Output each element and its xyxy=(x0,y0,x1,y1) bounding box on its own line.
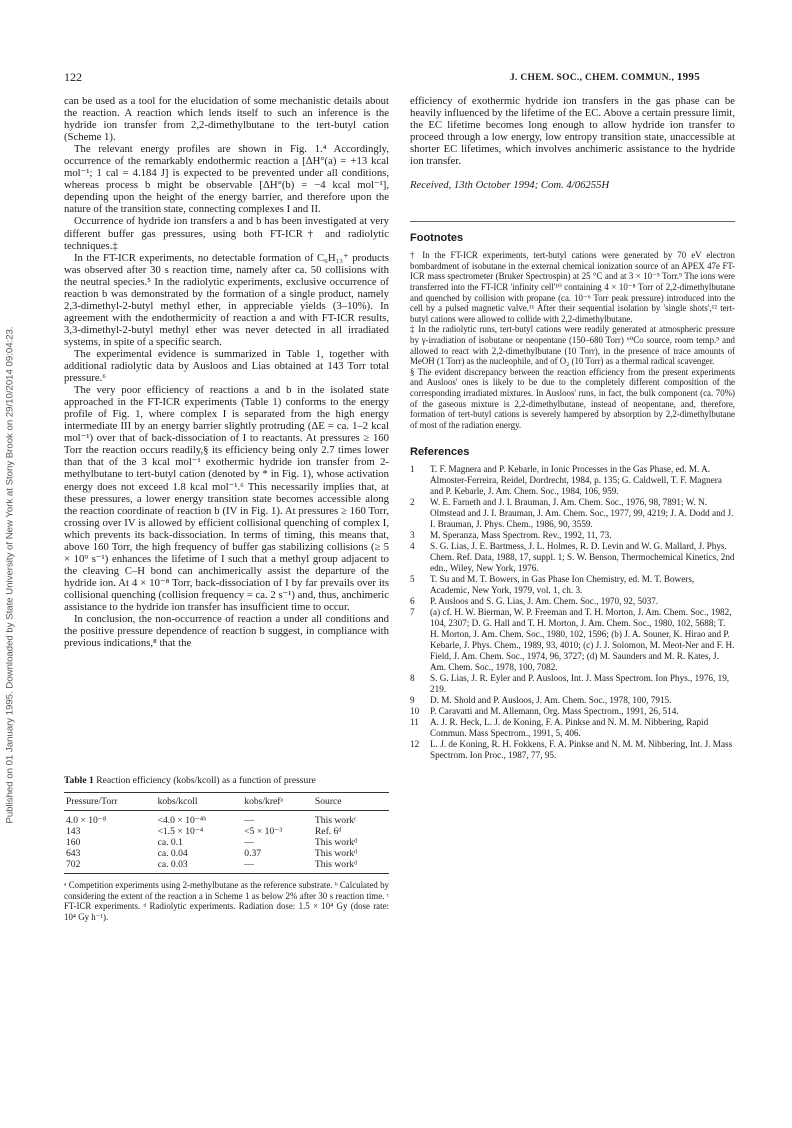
reference-text: P. Caravatti and M. Allemann, Org. Mass Spectrom., 1991, 26, 514. xyxy=(430,706,679,717)
table-cell: 160 xyxy=(66,837,81,848)
table-cell: 143 xyxy=(66,826,81,837)
reference-number: 4 xyxy=(410,541,415,552)
reference-item xyxy=(410,695,735,706)
table-header-cell: Pressure/Torr xyxy=(66,796,118,807)
journal-year: 1995 xyxy=(676,71,701,83)
right-column xyxy=(410,95,735,761)
reference-number: 12 xyxy=(410,739,420,750)
reference-text: A. J. R. Heck, L. J. de Koning, F. A. Pinkse and N. M. M. Nibbering, Rapid Commun. Mass Spectrom., 1991, 5, 406. xyxy=(430,717,709,739)
table-row xyxy=(64,837,389,848)
reference-item xyxy=(410,497,735,530)
table-cell: 643 xyxy=(66,848,81,859)
body-paragraph: can be used as a tool for the elucidation of some mechanistic details about the reaction. A reaction which lends itself to such an inference is the hydride ion transfer from 2,2-dimethylbutane to the tert-butyl cation (Scheme 1). xyxy=(64,95,389,144)
journal-header xyxy=(510,71,700,83)
table-cell: — xyxy=(244,837,254,848)
reference-item xyxy=(410,596,735,607)
reference-item xyxy=(410,530,735,541)
footnote: § The evident discrepancy between the reaction efficiency from the present experiments and Ausloos' ones is likely to be due to the completely different composition of the corresponding irradiated mixtures. In Ausloos' runs, in fact, the bulk component (ca. 70%) of the gaseous mixture is 2,2-dimethylbutane, instead of neopentane, and, therefore, formation of tert-butyl cations is severely hampered by absorption by 2,2-dimethylbutane of most of the radiation energy. xyxy=(410,366,735,430)
received-line: Received, 13th October 1994; Com. 4/06255H xyxy=(410,179,610,192)
body-paragraph: efficiency of exothermic hydride ion transfers in the gas phase can be heavily influenced by the lifetime of the EC. Above a certain pressure limit, the EC lifetime becomes long enough to allow hydride ion transfer to proceed through a low energy, low entropy transition state, unaccessible at shorter EC lifetimes, which involves anchimeric assistance to the hydride ion transfer. xyxy=(410,95,735,168)
reference-number: 3 xyxy=(410,530,415,541)
reference-text: L. J. de Koning, R. H. Fokkens, F. A. Pinkse and N. M. M. Nibbering, Int. J. Mass Spectrom. Ion Proc., 1987, 77, 95. xyxy=(430,739,733,761)
table-cell: — xyxy=(244,815,254,826)
table-header-cell: Source xyxy=(314,796,342,807)
reference-item xyxy=(410,706,735,717)
reference-list xyxy=(410,464,735,761)
table-cell: — xyxy=(244,859,254,870)
table-row xyxy=(64,848,389,859)
table-header-row xyxy=(64,793,389,811)
reference-item xyxy=(410,464,735,497)
table-row xyxy=(64,826,389,837)
reference-text: M. Speranza, Mass Spectrom. Rev., 1992, 11, 73. xyxy=(430,530,612,541)
reference-number: 11 xyxy=(410,717,419,728)
reference-text: D. M. Shold and P. Ausloos, J. Am. Chem. Soc., 1978, 100, 7915. xyxy=(430,695,672,706)
reference-item xyxy=(410,739,735,761)
download-stamp-text: Published on 01 January 1995. Downloaded by State University of New York at Stony Brook on 29/10/2014 09:04:23. xyxy=(4,326,16,824)
reference-text: W. E. Farneth and J. I. Brauman, J. Am. Chem. Soc., 1976, 98, 7891; W. N. Olmstead and J. I. Brauman, J. Am. Chem. Soc., 1977, 99, 4219; J. A. Dodd and J. I. Brauman, J. Phys. Chem., 1986, 90, 3559. xyxy=(430,497,734,530)
table-cell: ca. 0.1 xyxy=(157,837,183,848)
reference-item xyxy=(410,574,735,596)
download-stamp xyxy=(2,160,18,990)
body-paragraph: The experimental evidence is summarized in Table 1, together with additional radiolytic data by Ausloos and Lias obtained at 143 Torr total pressure.⁶ xyxy=(64,347,389,385)
table-row xyxy=(64,859,389,874)
reference-number: 1 xyxy=(410,464,415,475)
table-caption xyxy=(64,775,389,786)
table-cell: 4.0 × 10⁻⁸ xyxy=(66,815,107,826)
reference-text: P. Ausloos and S. G. Lias, J. Am. Chem. Soc., 1970, 92, 5037. xyxy=(430,596,659,607)
reference-number: 9 xyxy=(410,695,415,706)
reference-item xyxy=(410,541,735,574)
table-cell: ca. 0.04 xyxy=(157,848,188,859)
journal-title: J. CHEM. SOC., CHEM. COMMUN., xyxy=(510,73,675,83)
body-paragraph: In conclusion, the non-occurrence of reaction a under all conditions and the positive pressure dependence of reaction b suggest, in compliance with previous indications,⁸ that the xyxy=(64,613,389,650)
reference-item xyxy=(410,717,735,739)
table-header-cell: kobs/krefᵃ xyxy=(244,796,284,807)
body-paragraph: The very poor efficiency of reactions a and b in the isolated state approached in the FT-ICR experiments (Table 1) conforms to the energy profile of Fig. 1, where complex I is separated from the high energy intermediate III by an energy barrier slightly protruding (ΔE = ca. 1–2 kcal mol⁻¹) over that of back-dissociation of I to reactants. At pressures ≥ 160 Torr the reaction occurs readily,§ its efficiency being only 2.7 times lower than that of the 3 kcal mol⁻¹ exothermic hydride ion transfer from 2-methylbutane to tert-butyl cation (denoted by * in Fig. 1), whose activation energy does not exceed 1.8 kcal mol⁻¹.⁶ This necessarily implies that, at these pressures, a lower energy transition state becomes accessible along the reaction coordinate of reaction b (IV in Fig. 1). At pressures ≥ 160 Torr, crossing over IV is allowed by efficient collisional quenching of complex I, which prevents its back-dissociation. In terms of timing, this means that, above 160 Torr, the high frequency of buffer gas stabilizing collisions (≥ 5 × 10⁹ s⁻¹) enhances the lifetime of I such that a methyl group adjacent to the cleaving C–H bond can anchimerically assist the departure of the hydride ion. At 4 × 10⁻⁸ Torr, back-dissociation of I by far prevails over its collisional quenching (collision frequency = ca. 2 s⁻¹) and, thus, anchimeric assistance to the hydride ion transfer has insufficient time to occur. xyxy=(64,384,390,613)
footnote: ‡ In the radiolytic runs, tert-butyl cations were readily generated at atmospheric pressure by γ-irradiation of isobutane or neopentane (150–680 Torr) ⁶⁰Co source, room temp.⁹ and allowed to react with 2,2-dimethylbutane (10 Torr), in the presence of trace amounts of MeOH (1 Torr) as the nucleophile, and of O₂ (10 Torr) as a thermal radical scavenger. xyxy=(410,324,735,367)
reference-number: 8 xyxy=(410,673,415,684)
table-row xyxy=(64,811,389,827)
table-cell: <1.5 × 10⁻⁴ xyxy=(157,826,204,837)
table-cell: ca. 0.03 xyxy=(157,859,188,870)
reference-number: 10 xyxy=(410,706,420,717)
body-paragraph: Occurrence of hydride ion transfers a and b has been investigated at very different buffer gas pressures, using both FT-ICR† and radiolytic techniques.‡ xyxy=(64,215,389,252)
references-heading: References xyxy=(410,446,470,459)
body-paragraph: In the FT-ICR experiments, no detectable formation of C₆H₁₃⁺ products was observed after 30 s reaction time, namely after ca. 50 collisions with the neutral species.⁵ In the radiolytic experiments, exclusive occurrence of reaction b was demonstrated by the formation of a single product, namely 2,3-dimethyl-2-butyl methyl ether, in appreciable yields (3–10%). In agreement with the endothermicity of reaction a and with FT-ICR results, 3,3-dimethyl-2-butyl methyl ether was never detected in all irradiated systems, in spite of a specific search. xyxy=(64,251,389,348)
footnote: † In the FT-ICR experiments, tert-butyl cations were generated by 70 eV electron bombardment of isobutane in the external chemical ionization source of an APEX 47e FT-ICR mass spectrometer (Bruker Spectrospin) at 25 °C and at 3 × 10⁻⁵ Torr.⁹ The ions were transferred into the FT-ICR 'infinity cell'¹⁰ containing 4 × 10⁻⁸ Torr of 2,2-dimethylbutane and quenched by collision with propane (ca. 10⁻⁶ Torr peak pressure) introduced into the cell by a pulsed magnetic valve.¹¹ After their sequential isolation by 'single shots',¹² tert-butyl cations were allowed to collide with 2,2-dimethylbutane. xyxy=(410,250,735,324)
reference-number: 6 xyxy=(410,596,415,607)
table-header-cell: kobs/kcoll xyxy=(157,796,198,807)
reference-item xyxy=(410,607,735,673)
reference-text: S. G. Lias, J. E. Bartmess, J. L. Holmes, R. D. Levin and W. G. Mallard, J. Phys. Chem. Ref. Data, 1988, 17, suppl. 1; S. W. Benson, Thermochemical Kinetics, 2nd edn., Wiley, New York, 1976. xyxy=(430,541,735,574)
reference-text: T. F. Magnera and P. Kebarle, in Ionic Processes in the Gas Phase, ed. M. A. Almoster-Ferreira, Reidel, Dordrecht, 1984, p. 135; G. Caldwell, T. F. Magnera and P. Kebarle, J. Am. Chem. Soc., 1984, 106, 959. xyxy=(430,464,722,497)
table-notes: ᵃ Competition experiments using 2-methylbutane as the reference substrate. ᵇ Calculated by considering the extent of the reaction a in Scheme 1 as below 2% after 30 s reaction time. ᶜ FT-ICR experiments. ᵈ Radiolytic experiments. Radiation dose: 1.5 × 10⁴ Gy (dose rate: 10⁴ Gy h⁻¹). xyxy=(64,880,389,922)
reference-number: 5 xyxy=(410,574,415,585)
reference-number: 2 xyxy=(410,497,415,508)
table-label: Table 1 xyxy=(64,775,94,786)
table-cell: 702 xyxy=(66,859,81,870)
page-number: 122 xyxy=(64,70,82,84)
table-cell: This workᵈ xyxy=(314,837,358,848)
table-cell: This workᵈ xyxy=(314,859,358,870)
results-table xyxy=(64,792,389,874)
section-divider xyxy=(410,221,735,222)
table-cell: This workᶜ xyxy=(314,815,357,826)
reference-text: T. Su and M. T. Bowers, in Gas Phase Ion Chemistry, ed. M. T. Bowers, Academic, New York, 1979, vol. 1, ch. 3. xyxy=(430,574,695,596)
table-caption-text: Reaction efficiency (kobs/kcoll) as a function of pressure xyxy=(96,775,316,786)
table-cell: <5 × 10⁻³ xyxy=(244,826,283,837)
table-cell: This workᵈ xyxy=(314,848,358,859)
reference-text: S. G. Lias, J. R. Eyler and P. Ausloos, Int. J. Mass Spectrom. Ion Phys., 1976, 19, 219. xyxy=(430,673,730,695)
results-table-block xyxy=(64,775,389,922)
table-cell: <4.0 × 10⁻⁴ᵇ xyxy=(157,815,207,826)
table-cell: 0.37 xyxy=(244,848,262,859)
footnotes-heading: Footnotes xyxy=(410,232,464,245)
left-column xyxy=(64,95,389,649)
table-cell: Ref. 6ᵈ xyxy=(314,826,342,837)
reference-text: (a) cf. H. W. Bierman, W. P. Freeman and T. H. Morton, J. Am. Chem. Soc., 1982, 104, 2307; D. G. Hall and T. H. Morton, J. Am. Chem. Soc., 1980, 102, 5688; T. H. Morton, J. Am. Chem. Soc., 1980, 102, 1596; (b) J. A. Souner, K. Hirao and P. Kebarle, J. Phys. Chem., 1989, 93, 4010; (c) J. J. Solomon, M. Meot-Ner and F. H. Field, J. Am. Chem. Soc., 1974, 96, 3727; (d) M. Saunders and M. R. Kates, J. Am. Chem. Soc., 1978, 100, 7082. xyxy=(430,607,735,673)
reference-number: 7 xyxy=(410,607,415,618)
reference-item xyxy=(410,673,735,695)
body-paragraph: The relevant energy profiles are shown in Fig. 1.⁴ Accordingly, occurrence of the remarkably endothermic reaction a [ΔH°(a) = +13 kcal mol⁻¹; 1 cal = 4.184 J] is expected to be prevented under all conditions, whereas process b might be observable [ΔH°(b) = −4 kcal mol⁻¹], depending upon the height of the energy barrier, and therefore upon the nature of the transition state, connecting complexes I and II. xyxy=(64,143,389,216)
